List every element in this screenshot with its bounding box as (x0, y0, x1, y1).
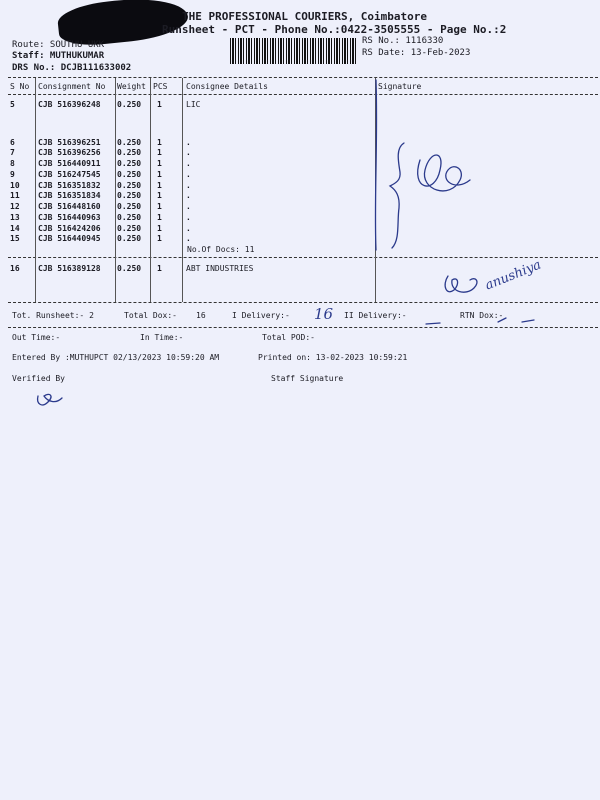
tot-runsheet: Tot. Runsheet:- 2 (12, 311, 94, 320)
table-row (0, 202, 600, 213)
table-row (0, 191, 600, 202)
cell-weight: 0.250 (117, 191, 142, 200)
cell-weight: 0.250 (117, 170, 142, 179)
cell-weight: 0.250 (117, 213, 142, 222)
col-header-signature: Signature (378, 82, 422, 91)
table-row (0, 159, 600, 170)
company-title: THE PROFESSIONAL COURIERS, Coimbatore (182, 10, 428, 23)
cell-consignment: CJB 516396248 (38, 100, 101, 109)
cell-consignment: CJB 516424206 (38, 224, 101, 233)
cell-pcs: 1 (157, 138, 162, 147)
cell-pcs: 1 (157, 148, 162, 157)
cell-sno: 9 (10, 170, 15, 179)
signature-mark (38, 394, 62, 404)
cell-weight: 0.250 (117, 138, 142, 147)
table-row (0, 213, 600, 224)
cell-consignment: CJB 516351834 (38, 191, 101, 200)
docs-count: No.Of Docs: 11 (187, 245, 255, 254)
verified-by-label: Verified By (12, 374, 65, 383)
cell-details: . (186, 148, 191, 157)
drs-number: DRS No.: DCJB111633002 (12, 63, 132, 73)
cell-details: . (186, 181, 191, 190)
cell-weight: 0.250 (117, 181, 142, 190)
rtn-dox-label: RTN Dox:- (460, 311, 504, 320)
table-row (0, 148, 600, 159)
cell-details: . (186, 159, 191, 168)
entered-by: Entered By :MUTHUPCT 02/13/2023 10:59:20 AM (12, 353, 220, 362)
cell-sno: 11 (10, 191, 20, 200)
cell-pcs: 1 (157, 264, 162, 273)
cell-details: LIC (186, 100, 201, 109)
signature-mark (445, 276, 477, 292)
cell-consignment: CJB 516396251 (38, 138, 101, 147)
cell-pcs: 1 (157, 159, 162, 168)
cell-weight: 0.250 (117, 264, 142, 273)
cell-weight: 0.250 (117, 148, 142, 157)
cell-sno: 6 (10, 138, 15, 147)
staff-signature-label: Staff Signature (271, 374, 344, 383)
cell-consignment: CJB 516440963 (38, 213, 101, 222)
cell-pcs: 1 (157, 224, 162, 233)
cell-details: ABT INDUSTRIES (186, 264, 254, 273)
cell-weight: 0.250 (117, 159, 142, 168)
cell-weight: 0.250 (117, 224, 142, 233)
table-header-rule (8, 94, 598, 95)
rs-number: RS No.: 1116330 (362, 36, 444, 46)
table-row (0, 100, 600, 111)
cell-details: . (186, 234, 191, 243)
cell-details: . (186, 170, 191, 179)
col-header-sno: S No (10, 82, 30, 91)
cell-details: . (186, 224, 191, 233)
col-header-consignment: Consignment No (38, 82, 106, 91)
table-top-rule (8, 77, 598, 78)
printed-on: Printed on: 13-02-2023 10:59:21 (258, 353, 408, 362)
cell-sno: 15 (10, 234, 20, 243)
col-header-weight: Weight (117, 82, 146, 91)
table-row (0, 170, 600, 181)
cell-weight: 0.250 (117, 234, 142, 243)
cell-weight: 0.250 (117, 202, 142, 211)
dash-mark (522, 320, 534, 322)
cell-consignment: CJB 516247545 (38, 170, 101, 179)
cell-pcs: 1 (157, 181, 162, 190)
rs-date: RS Date: 13-Feb-2023 (362, 48, 471, 58)
cell-pcs: 1 (157, 191, 162, 200)
footer-rule (8, 327, 598, 328)
cell-details: . (186, 138, 191, 147)
i-delivery-label: I Delivery:- (232, 311, 290, 320)
table-row (0, 234, 600, 245)
total-dox-value: 16 (196, 311, 206, 320)
cell-pcs: 1 (157, 213, 162, 222)
table-bottom-rule (8, 302, 598, 303)
cell-sno: 12 (10, 202, 20, 211)
dash-mark (426, 323, 440, 324)
total-dox-label: Total Dox:- (124, 311, 177, 320)
cell-consignment: CJB 516351832 (38, 181, 101, 190)
cell-sno: 7 (10, 148, 15, 157)
cell-sno: 5 (10, 100, 15, 109)
cell-details: . (186, 191, 191, 200)
cell-sno: 13 (10, 213, 20, 222)
cell-sno: 10 (10, 181, 20, 190)
col-header-pcs: PCS (153, 82, 168, 91)
runsheet-title: Runsheet - PCT - Phone No.:0422-3505555 - Page No.:2 (162, 23, 507, 36)
cell-consignment: CJB 516440911 (38, 159, 101, 168)
i-delivery-handwritten: 16 (314, 305, 334, 323)
table-header (0, 82, 600, 93)
in-time-label: In Time:- (140, 333, 184, 342)
cell-consignment: CJB 516396256 (38, 148, 101, 157)
cell-consignment: CJB 516389128 (38, 264, 101, 273)
out-time-label: Out Time:- (12, 333, 61, 342)
table-group-rule (8, 257, 598, 258)
cell-pcs: 1 (157, 234, 162, 243)
staff-label: Staff: MUTHUKUMAR (12, 51, 105, 61)
cell-consignment: CJB 516440945 (38, 234, 101, 243)
route-label: Route: SOUTHU UKK (12, 40, 105, 50)
cell-pcs: 1 (157, 170, 162, 179)
ii-delivery-label: II Delivery:- (344, 311, 407, 320)
cell-consignment: CJB 516448160 (38, 202, 101, 211)
cell-sno: 8 (10, 159, 15, 168)
barcode (230, 38, 356, 64)
cell-pcs: 1 (157, 100, 162, 109)
col-header-consignee: Consignee Details (186, 82, 268, 91)
total-pod-label: Total POD:- (262, 333, 315, 342)
cell-weight: 0.250 (117, 100, 142, 109)
cell-sno: 16 (10, 264, 20, 273)
handwritten-name: anushiya (483, 257, 544, 294)
cell-details: . (186, 213, 191, 222)
cell-pcs: 1 (157, 202, 162, 211)
cell-details: . (186, 202, 191, 211)
cell-sno: 14 (10, 224, 20, 233)
